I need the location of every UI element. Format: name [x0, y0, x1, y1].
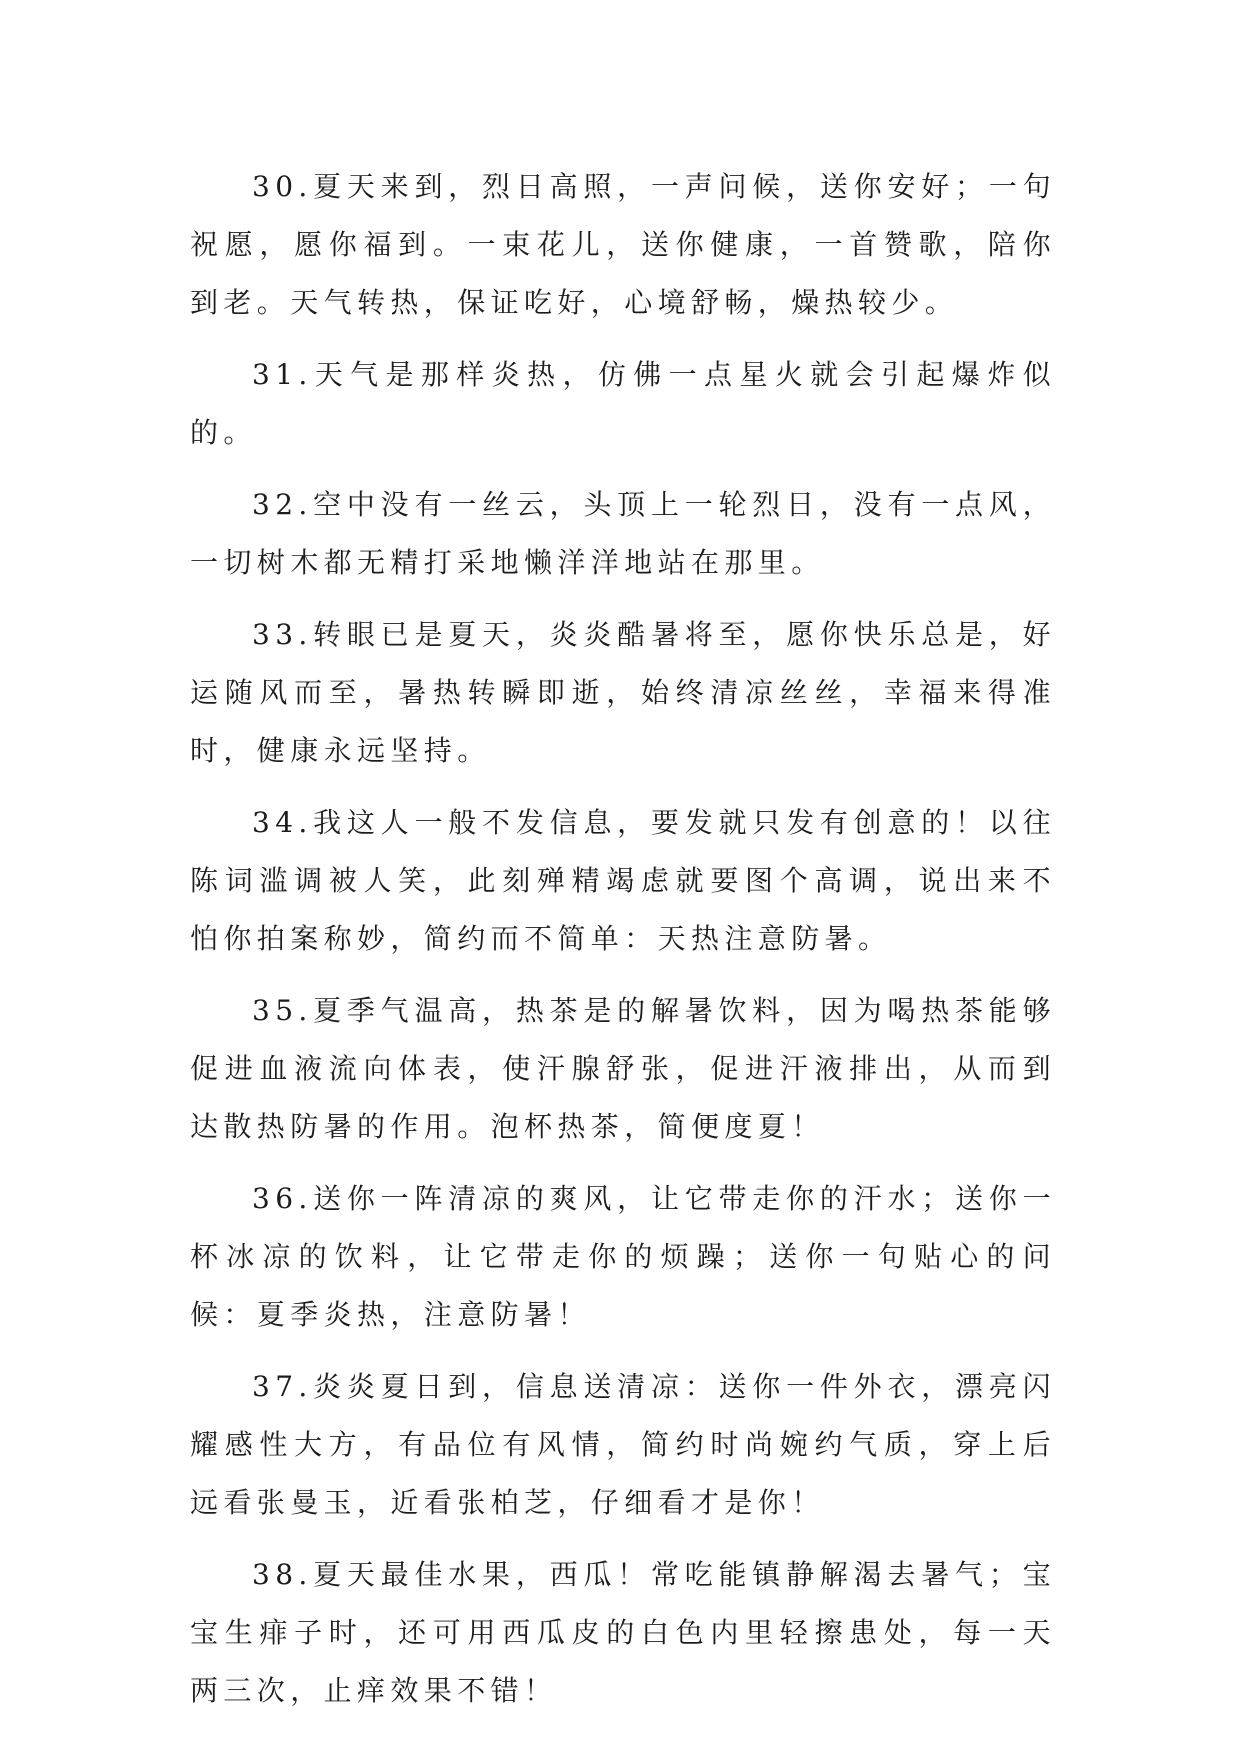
paragraph-33: 33.转眼已是夏天，炎炎酷暑将至，愿你快乐总是，好运随风而至，暑热转瞬即逝，始终清凉丝丝，幸福来得准时，健康永远坚持。	[190, 618, 1056, 767]
paragraph-34: 34.我这人一般不发信息，要发就只发有创意的！以往陈词滥调被人笑，此刻殚精竭虑就要图个高调，说出来不怕你拍案称妙，简约而不简单：天热注意防暑。	[190, 806, 1056, 955]
document-body	[190, 158, 1056, 1720]
paragraph-36: 36.送你一阵清凉的爽风，让它带走你的汗水；送你一杯冰凉的饮料，让它带走你的烦躁；送你一句贴心的问候：夏季炎热，注意防暑！	[190, 1182, 1056, 1331]
paragraph-35: 35.夏季气温高，热茶是的解暑饮料，因为喝热茶能够促进血液流向体表，使汗腺舒张，促进汗液排出，从而到达散热防暑的作用。泡杯热茶，简便度夏！	[190, 994, 1056, 1143]
paragraph-32: 32.空中没有一丝云，头顶上一轮烈日，没有一点风，一切树木都无精打采地懒洋洋地站在那里。	[190, 488, 1056, 579]
paragraph-31: 31.天气是那样炎热，仿佛一点星火就会引起爆炸似的。	[190, 358, 1056, 449]
paragraph-37: 37.炎炎夏日到，信息送清凉：送你一件外衣，漂亮闪耀感性大方，有品位有风情，简约时尚婉约气质，穿上后远看张曼玉，近看张柏芝，仔细看才是你！	[190, 1370, 1056, 1519]
paragraph-38: 38.夏天最佳水果，西瓜！常吃能镇静解渴去暑气；宝宝生痱子时，还可用西瓜皮的白色内里轻擦患处，每一天两三次，止痒效果不错！	[190, 1558, 1056, 1707]
paragraph-30: 30.夏天来到，烈日高照，一声问候，送你安好；一句祝愿，愿你福到。一束花儿，送你健康，一首赞歌，陪你到老。天气转热，保证吃好，心境舒畅，燥热较少。	[190, 170, 1056, 319]
